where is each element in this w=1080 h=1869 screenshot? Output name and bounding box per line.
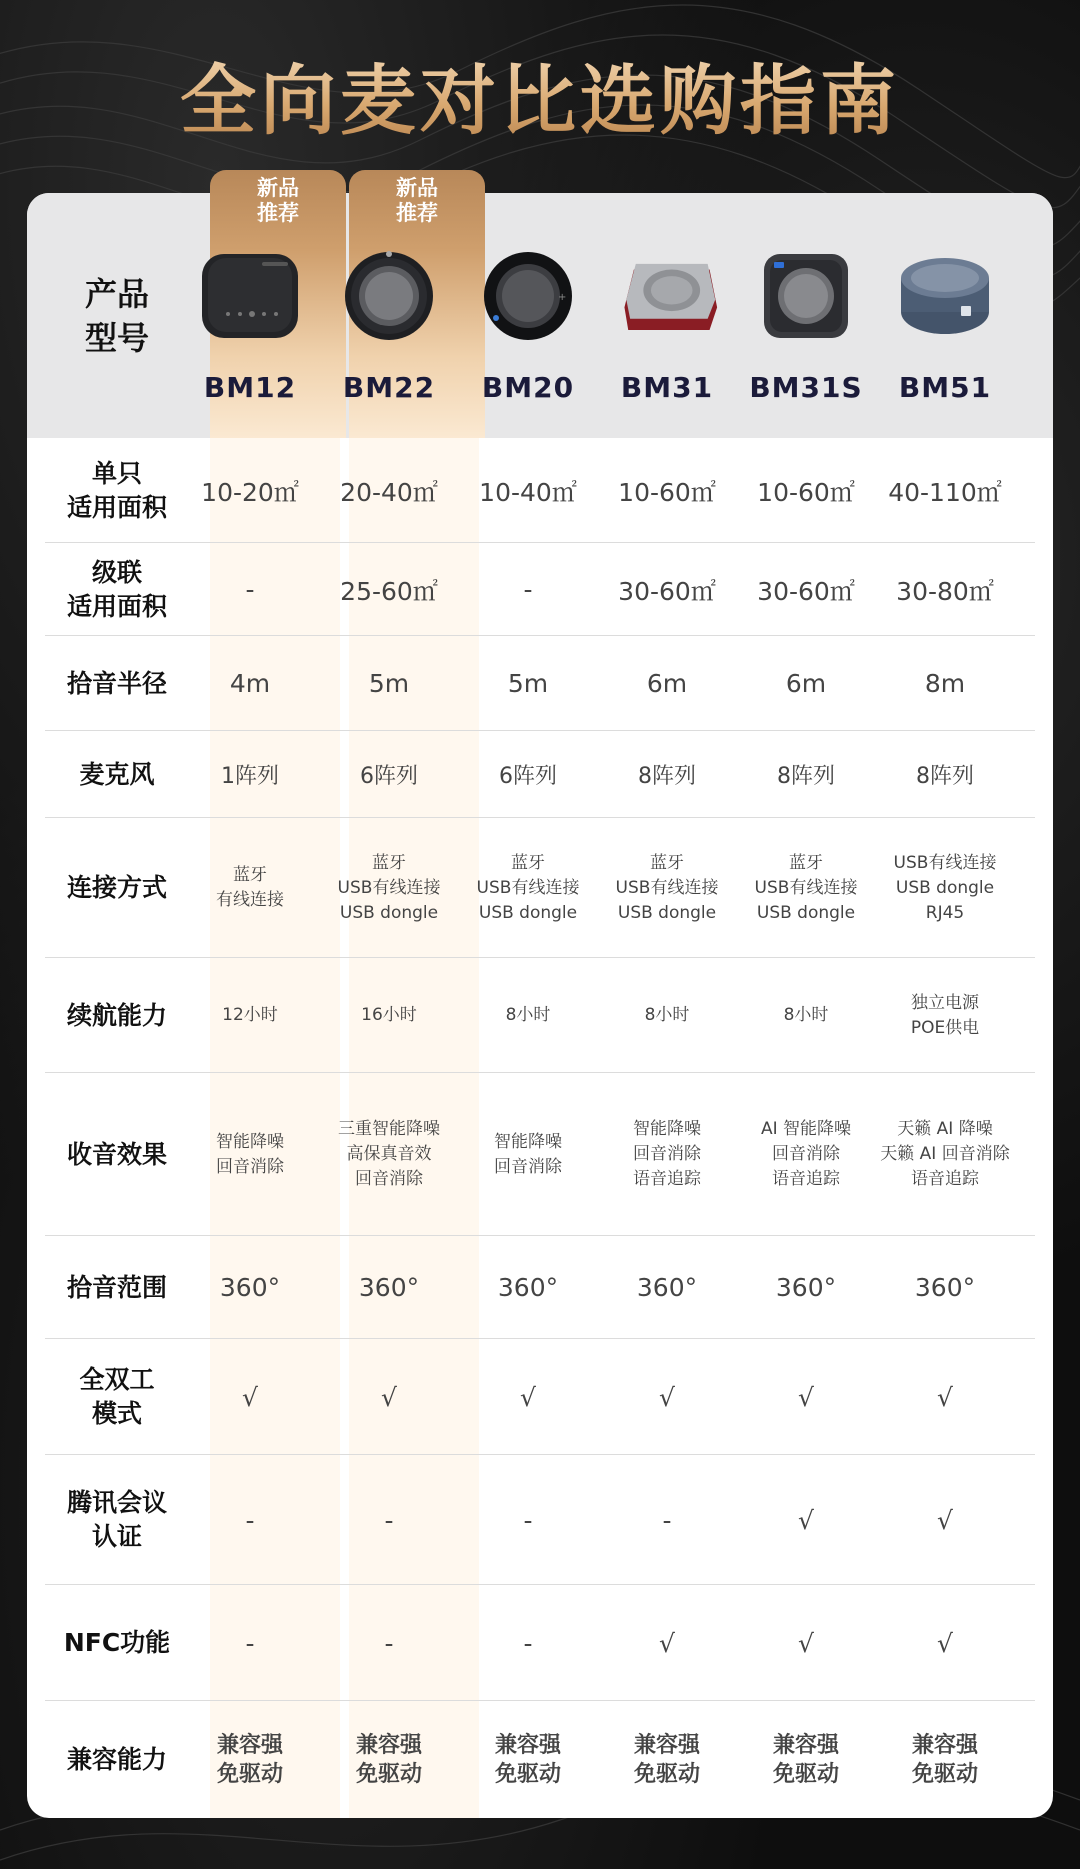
- table-cell: 10-20㎡: [201, 477, 299, 507]
- table-cell: -: [523, 575, 533, 604]
- table-cell: -: [245, 575, 255, 604]
- table-cell: 12小时: [222, 1005, 278, 1025]
- table-cell: 智能降噪 回音消除 语音追踪: [633, 1119, 701, 1189]
- table-cell: 360°: [775, 1273, 837, 1302]
- table-cell: √: [381, 1382, 397, 1412]
- table-cell: √: [659, 1628, 675, 1658]
- row-label: 级联 适用面积: [66, 557, 167, 621]
- table-cell: 8小时: [644, 1005, 690, 1025]
- product-name-bm20: BM20: [481, 371, 575, 404]
- row-label: NFC功能: [63, 1628, 171, 1657]
- table-cell: 5m: [507, 669, 549, 698]
- table-row: [27, 818, 1053, 958]
- product-name-bm31: BM31: [620, 371, 714, 404]
- table-cell: 30-80㎡: [896, 576, 994, 606]
- row-label: 单只 适用面积: [66, 458, 167, 522]
- table-cell: 蓝牙 USB有线连接 USB dongle: [754, 852, 858, 923]
- row-label: 连接方式: [66, 873, 167, 902]
- table-cell: -: [523, 1505, 533, 1535]
- table-cell: √: [520, 1382, 536, 1412]
- bm31s-speakerphone-icon: [754, 248, 858, 344]
- header-label: 产品 型号: [84, 274, 149, 357]
- table-row: [27, 636, 1053, 731]
- table-cell: 6m: [785, 669, 827, 698]
- table-cell: 天籁 AI 降噪 天籁 AI 回音消除 语音追踪: [880, 1119, 1010, 1189]
- table-row: [27, 1585, 1053, 1701]
- bm12-speakerphone-icon: [198, 248, 302, 344]
- bm31-speakerphone-icon: [615, 248, 719, 344]
- table-row: [27, 731, 1053, 818]
- table-cell: -: [662, 1505, 672, 1535]
- table-cell: -: [245, 1505, 255, 1535]
- new-badge: 新品 推荐: [257, 176, 299, 225]
- table-cell: -: [523, 1628, 533, 1658]
- table-cell: 兼容强 免驱动: [911, 1732, 978, 1787]
- row-label: 麦克风: [79, 759, 155, 789]
- table-cell: 25-60㎡: [340, 576, 438, 606]
- table-cell: 8m: [924, 669, 966, 698]
- svg-text:+: +: [558, 292, 567, 303]
- table-cell: 三重智能降噪 高保真音效 回音消除: [338, 1119, 440, 1189]
- table-cell: 兼容强 免驱动: [772, 1732, 839, 1787]
- table-cell: √: [242, 1382, 258, 1412]
- table-cell: 40-110㎡: [888, 477, 1002, 507]
- table-cell: 10-40㎡: [479, 477, 577, 507]
- table-cell: 智能降噪 回音消除: [494, 1131, 562, 1177]
- table-cell: USB有线连接 USB dongle RJ45: [893, 852, 997, 923]
- table-cell: 20-40㎡: [340, 477, 438, 507]
- table-cell: 16小时: [361, 1005, 417, 1025]
- product-name-bm22: BM22: [342, 371, 436, 404]
- table-cell: 兼容强 免驱动: [216, 1732, 283, 1787]
- table-row: [27, 438, 1053, 543]
- table-cell: 智能降噪 回音消除: [216, 1131, 284, 1177]
- table-row: [27, 1339, 1053, 1455]
- row-label: 全双工 模式: [79, 1365, 155, 1428]
- row-label: 续航能力: [66, 1000, 167, 1030]
- table-cell: 兼容强 免驱动: [633, 1732, 700, 1787]
- table-cell: 360°: [497, 1273, 559, 1302]
- table-cell: √: [659, 1382, 675, 1412]
- table-cell: -: [245, 1628, 255, 1658]
- table-cell: 6m: [646, 669, 688, 698]
- bm20-speakerphone-icon: [476, 248, 580, 344]
- table-cell: 5m: [368, 669, 410, 698]
- comparison-table: [27, 193, 1053, 1818]
- table-cell: 30-60㎡: [618, 576, 716, 606]
- page-title: 全向麦对比选购指南: [0, 40, 1080, 149]
- bm22-speakerphone-icon: [337, 248, 441, 344]
- table-row: [27, 1073, 1053, 1236]
- new-badge: 新品 推荐: [396, 176, 438, 225]
- table-cell: 8阵列: [777, 764, 835, 789]
- table-cell: 蓝牙 USB有线连接 USB dongle: [615, 852, 719, 923]
- product-name-bm12: BM12: [203, 371, 297, 404]
- table-cell: √: [937, 1628, 953, 1658]
- table-cell: 8小时: [505, 1005, 551, 1025]
- table-cell: 8阵列: [638, 764, 696, 789]
- table-cell: -: [384, 1505, 394, 1535]
- table-cell: 兼容强 免驱动: [355, 1732, 422, 1787]
- table-row: [27, 1236, 1053, 1339]
- table-cell: 蓝牙 有线连接: [216, 865, 284, 910]
- table-cell: 4m: [229, 669, 271, 698]
- table-cell: 8小时: [783, 1005, 829, 1025]
- product-name-bm51: BM51: [898, 371, 992, 404]
- table-cell: 10-60㎡: [618, 477, 716, 507]
- table-cell: √: [798, 1382, 814, 1412]
- row-label: 收音效果: [66, 1139, 167, 1169]
- table-row: [27, 1701, 1053, 1818]
- row-label: 兼容能力: [66, 1744, 167, 1774]
- table-row: [27, 1455, 1053, 1585]
- table-cell: 独立电源 POE供电: [910, 992, 980, 1038]
- table-cell: 360°: [219, 1273, 281, 1302]
- table-cell: 兼容强 免驱动: [494, 1732, 561, 1787]
- table-cell: 360°: [358, 1273, 420, 1302]
- row-label: 拾音范围: [66, 1272, 167, 1302]
- table-cell: √: [798, 1505, 814, 1535]
- table-row: [27, 958, 1053, 1073]
- table-cell: 蓝牙 USB有线连接 USB dongle: [476, 852, 580, 923]
- table-cell: √: [798, 1628, 814, 1658]
- table-cell: 30-60㎡: [757, 576, 855, 606]
- table-cell: √: [937, 1382, 953, 1412]
- table-cell: 8阵列: [916, 764, 974, 789]
- row-label: 腾讯会议 认证: [66, 1488, 167, 1551]
- row-label: 拾音半径: [66, 668, 167, 698]
- table-row: [27, 543, 1053, 636]
- table-cell: AI 智能降噪 回音消除 语音追踪: [760, 1119, 852, 1189]
- table-cell: √: [937, 1505, 953, 1535]
- table-cell: 360°: [636, 1273, 698, 1302]
- table-cell: 360°: [914, 1273, 976, 1302]
- table-cell: 蓝牙 USB有线连接 USB dongle: [337, 852, 441, 923]
- table-cell: -: [384, 1628, 394, 1658]
- bm51-speakerphone-icon: [893, 248, 997, 344]
- table-cell: 10-60㎡: [757, 477, 855, 507]
- table-cell: 6阵列: [360, 764, 418, 789]
- product-name-bm31s: BM31S: [749, 371, 863, 404]
- table-cell: 1阵列: [221, 764, 279, 789]
- table-cell: 6阵列: [499, 764, 557, 789]
